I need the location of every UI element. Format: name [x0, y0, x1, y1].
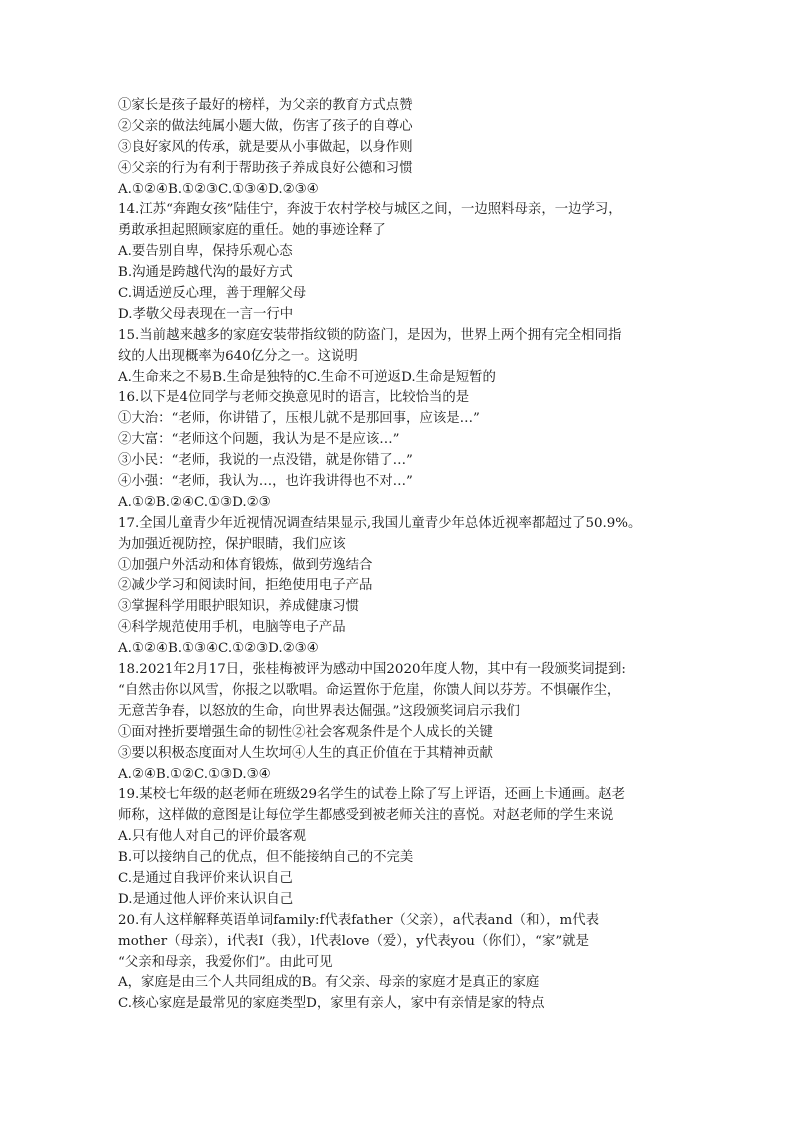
question-17: 17.全国儿童青少年近视情况调查结果显示,我国儿童青少年总体近视率都超过了50.9%。 — [118, 515, 642, 531]
text-line: “自然击你以风雪，你报之以歌唱。命运置你于危崖，你馈人间以芬芳。不惧碾作尘， — [118, 682, 621, 698]
text-line: 无意苦争春，以怒放的生命，向世界表达倔强。”这段颁奖词启示我们 — [118, 703, 520, 719]
answer-options: A.①②④B.①②③C.①③④D.②③④ — [118, 181, 319, 197]
question-20: 20.有人这样解释英语单词family:f代表father（父亲），a代表and（和），m代表 — [118, 912, 600, 928]
text-line: ②父亲的做法纯属小题大做，伤害了孩子的自尊心 — [118, 118, 413, 134]
text-line: “父亲和母亲，我爱你们”。由此可见 — [118, 954, 333, 970]
text-line: ②减少学习和阅读时间，拒绝使用电子产品 — [118, 578, 373, 594]
text-line: ④父亲的行为有利于帮助孩子养成良好公德和习惯 — [118, 160, 413, 176]
text-line: ③良好家风的传承，就是要从小事做起，以身作则 — [118, 139, 413, 155]
option-a: A.只有他人对自己的评价最客观 — [118, 829, 307, 845]
text-line: 纹的人出现概率为640亿分之一。这说明 — [118, 348, 358, 364]
text-line: ①家长是孩子最好的榜样，为父亲的教育方式点赞 — [118, 98, 413, 113]
option-c: C.调适逆反心理，善于理解父母 — [118, 286, 307, 302]
question-15: 15.当前越来越多的家庭安装带指纹锁的防盗门，是因为，世界上两个拥有完全相同指 — [118, 327, 622, 343]
text-line: mother（母亲），i代表I（我），l代表love（爱），y代表you（你们），“家”就是 — [118, 933, 590, 949]
text-line: 师称，这样做的意图是让每位学生都感受到被老师关注的喜悦。对赵老师的学生来说 — [118, 808, 614, 824]
option-a: A.要告别自卑，保持乐观心态 — [118, 244, 293, 260]
text-line: ①加强户外活动和体育锻炼，做到劳逸结合 — [118, 557, 373, 573]
answer-options: A，家庭是由三个人共同组成的B。有父亲、母亲的家庭才是真正的家庭 — [118, 975, 540, 991]
option-b: B.沟通是跨越代沟的最好方式 — [118, 265, 293, 281]
answer-options: A.①②④B.①③④C.①②③D.②③④ — [118, 641, 319, 657]
question-18: 18.2021年2月17日，张桂梅被评为感动中国2020年度人物，其中有一段颁奖词提到: — [118, 662, 626, 678]
text-line: ③掌握科学用眼护眼知识，养成健康习惯 — [118, 599, 360, 615]
question-14: 14.江苏“奔跑女孩”陆佳宁，奔波于农村学校与城区之间，一边照料母亲，一边学习， — [118, 202, 622, 218]
answer-options: C.核心家庭是最常见的家庭类型D，家里有亲人，家中有亲情是家的特点 — [118, 996, 545, 1012]
exam-page — [118, 96, 738, 1015]
text-line: 为加强近视防控，保护眼睛，我们应该 — [118, 536, 346, 552]
answer-options: A.生命来之不易B.生命是独特的C.生命不可逆返D.生命是短暂的 — [118, 369, 496, 385]
question-16: 16.以下是4位同学与老师交换意见时的语言，比较恰当的是 — [118, 390, 470, 406]
question-19: 19.某校七年级的赵老师在班级29名学生的试卷上除了写上评语，还画上卡通画。赵老 — [118, 787, 626, 803]
option-c: C.是通过自我评价来认识自己 — [118, 870, 293, 886]
answer-options: A.①②B.②④C.①③D.②③ — [118, 494, 271, 510]
option-d: D.孝敬父母表现在一言一行中 — [118, 306, 294, 322]
option-b: B.可以接纳自己的优点，但不能接纳自己的不完美 — [118, 850, 414, 866]
answer-options: A.②④B.①②C.①③D.③④ — [118, 766, 271, 782]
text-line: ④小强：“老师，我认为…，也许我讲得也不对…” — [118, 474, 413, 490]
text-line: ③小民：“老师，我说的一点没错，就是你错了…” — [118, 453, 413, 469]
text-line: ④科学规范使用手机，电脑等电子产品 — [118, 620, 346, 636]
text-line: ②大富：“老师这个问题，我认为是不是应该…” — [118, 432, 400, 448]
option-d: D.是通过他人评价来认识自己 — [118, 891, 294, 907]
text-line: ③要以积极态度面对人生坎坷④人生的真正价值在于其精神贡献 — [118, 745, 493, 761]
text-line: ①面对挫折要增强生命的韧性②社会客观条件是个人成长的关键 — [118, 724, 493, 740]
text-line: 勇敢承担起照顾家庭的重任。她的事迹诠释了 — [118, 223, 386, 239]
text-line: ①大治：“老师，你讲错了，压根儿就不是那回事，应该是…” — [118, 411, 480, 427]
